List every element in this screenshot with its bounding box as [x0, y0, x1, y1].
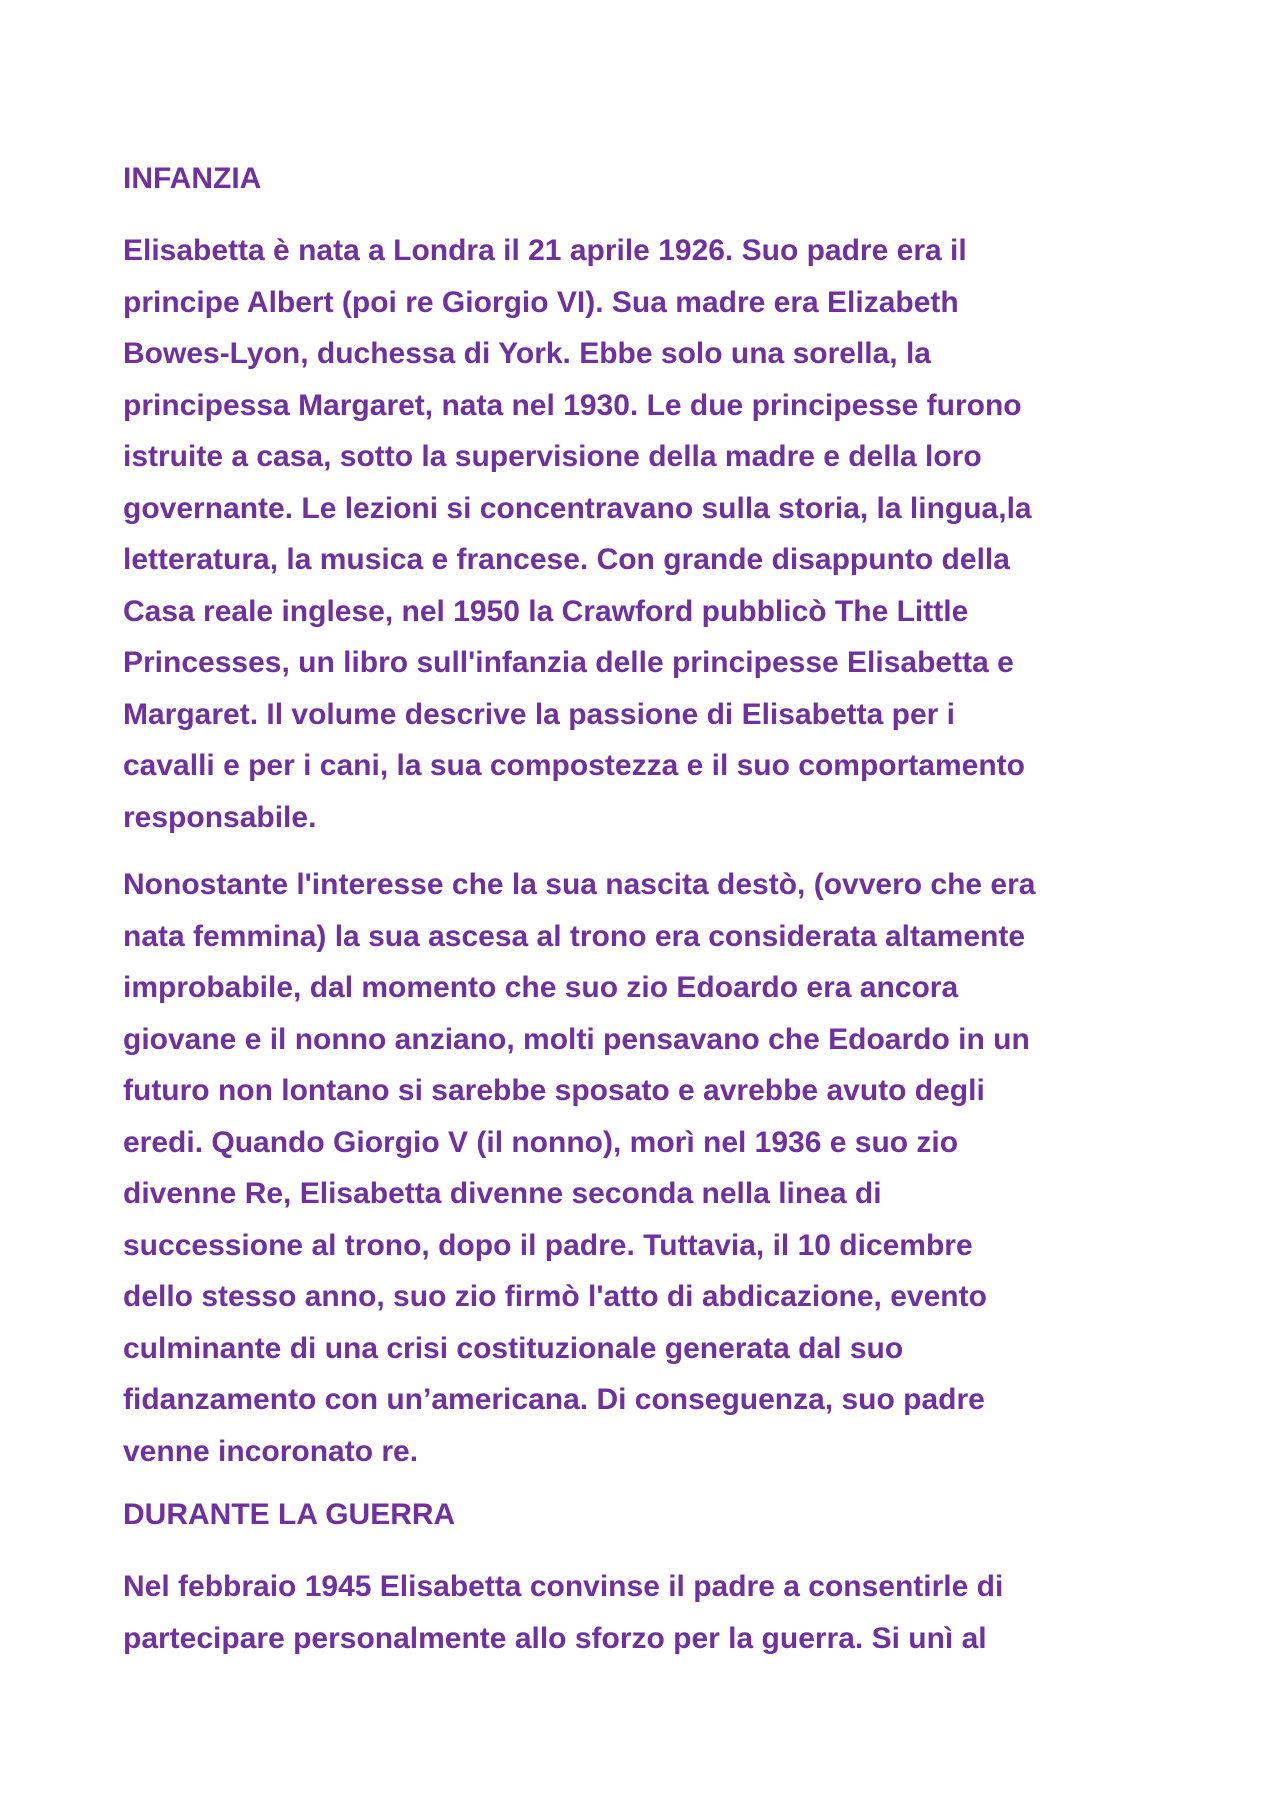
section-heading-infanzia: INFANZIA: [123, 162, 262, 195]
text-line: culminante di una crisi costituzionale generata dal suo: [123, 1331, 904, 1365]
text-line: divenne Re, Elisabetta divenne seconda nella linea di: [123, 1177, 882, 1210]
text-line: successione al trono, dopo il padre. Tuttavia, il 10 dicembre: [123, 1228, 973, 1262]
text-line: responsabile.: [123, 800, 317, 834]
paragraph-guerra-1: [123, 1561, 1158, 1664]
text-line: Bowes-Lyon, duchessa di York. Ebbe solo una sorella, la: [123, 337, 931, 370]
text-line: venne incoronato re.: [123, 1434, 419, 1468]
section-heading-durante-la-guerra: DURANTE LA GUERRA: [123, 1498, 456, 1531]
text-line: principessa Margaret, nata nel 1930. Le due principesse furono: [123, 388, 1022, 422]
text-line: improbabile, dal momento che suo zio Edoardo era ancora: [123, 971, 959, 1004]
text-line: istruite a casa, sotto la supervisione della madre e della loro: [123, 440, 982, 473]
document-page: [123, 157, 1158, 1680]
text-line: fidanzamento con un’americana. Di conseguenza, suo padre: [123, 1383, 985, 1416]
paragraph-infanzia-1: [123, 225, 1158, 843]
text-line: Nonostante l'interesse che la sua nascita destò, (ovvero che era: [123, 868, 1036, 901]
text-line: Margaret. Il volume descrive la passione di Elisabetta per i: [123, 697, 955, 731]
text-line: eredi. Quando Giorgio V (il nonno), morì nel 1936 e suo zio: [123, 1125, 959, 1159]
text-line: dello stesso anno, suo zio firmò l'atto di abdicazione, evento: [123, 1280, 987, 1313]
text-line: partecipare personalmente allo sforzo per la guerra. Si unì al: [123, 1621, 987, 1655]
text-line: Elisabetta è nata a Londra il 21 aprile 1926. Suo padre era il: [123, 234, 967, 267]
text-line: Princesses, un libro sull'infanzia delle principesse Elisabetta e: [123, 646, 1014, 679]
text-line: principe Albert (poi re Giorgio VI). Sua madre era Elizabeth: [123, 285, 959, 319]
text-line: futuro non lontano si sarebbe sposato e avrebbe avuto degli: [123, 1074, 985, 1107]
text-line: nata femmina) la sua ascesa al trono era considerata altamente: [123, 919, 1026, 953]
text-line: letteratura, la musica e francese. Con grande disappunto della: [123, 543, 1010, 576]
text-line: governante. Le lezioni si concentravano sulla storia, la lingua,la: [123, 491, 1032, 525]
paragraph-infanzia-2: [123, 859, 1158, 1477]
text-line: giovane e il nonno anziano, molti pensavano che Edoardo in un: [123, 1022, 1030, 1056]
text-line: cavalli e per i cani, la sua compostezza e il suo comportamento: [123, 749, 1025, 782]
text-line: Casa reale inglese, nel 1950 la Crawford pubblicò The Little: [123, 594, 969, 628]
text-line: Nel febbraio 1945 Elisabetta convinse il padre a consentirle di: [123, 1570, 1004, 1603]
